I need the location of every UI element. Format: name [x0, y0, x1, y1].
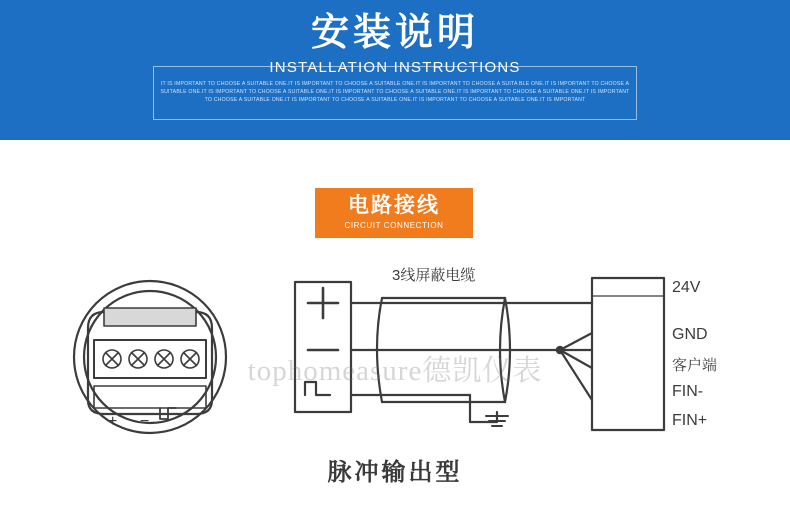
diagram-caption: 脉冲输出型 — [327, 459, 463, 486]
sensor-terminal-minus: − — [140, 413, 150, 430]
terminal-label-client: 客户端 — [672, 357, 718, 374]
section-badge — [315, 188, 473, 238]
page-subtitle: INSTALLATION INSTRUCTIONS — [269, 59, 521, 76]
fine-print-text: IT IS IMPORTANT TO CHOOSE A SUITABLE ONE.IT IS IMPORTANT TO CHOOSE A SUITABLE ONE.IT IS IMPORTANT TO CHOOSE A SUITA BLE ONE.IT IS IMPORTANT TO CHOOSE A SUITABLE ONE.IT IS IMPORTANT TO CHOOSE A SUITABLE ONE.IT IS IMPORTANT TO CHOOSE A SUITABLE ONE.IT IS IMPORTANT TO CHOOSE A SUITABLE ONE.IT IS IMPORTANT TO CHOOSE A SUITABLE ONE.IT IS IMPORTANT TO CHOOSE A SUITABLE ONE.IT IS IMPORTANT TO CHOOSE A SUITABLE ONE.IT IS IMPORTANT — [160, 81, 630, 103]
page-header-banner — [0, 0, 790, 140]
terminal-label-fin-plus: FIN+ — [672, 412, 708, 429]
sensor-terminal-plus: + — [108, 413, 118, 430]
terminal-label-24v: 24V — [672, 279, 701, 296]
section-badge-subtitle: CIRCUIT CONNECTION — [344, 221, 444, 230]
terminal-label-fin-minus: FIN- — [672, 383, 704, 400]
watermark-text: tophomeasure德凯仪表 — [247, 355, 543, 387]
section-badge-title: 电路接线 — [348, 194, 440, 217]
terminal-label-gnd: GND — [672, 326, 708, 343]
cable-label: 3线屏蔽电缆 — [392, 267, 476, 284]
page-title: 安装说明 — [310, 12, 479, 54]
